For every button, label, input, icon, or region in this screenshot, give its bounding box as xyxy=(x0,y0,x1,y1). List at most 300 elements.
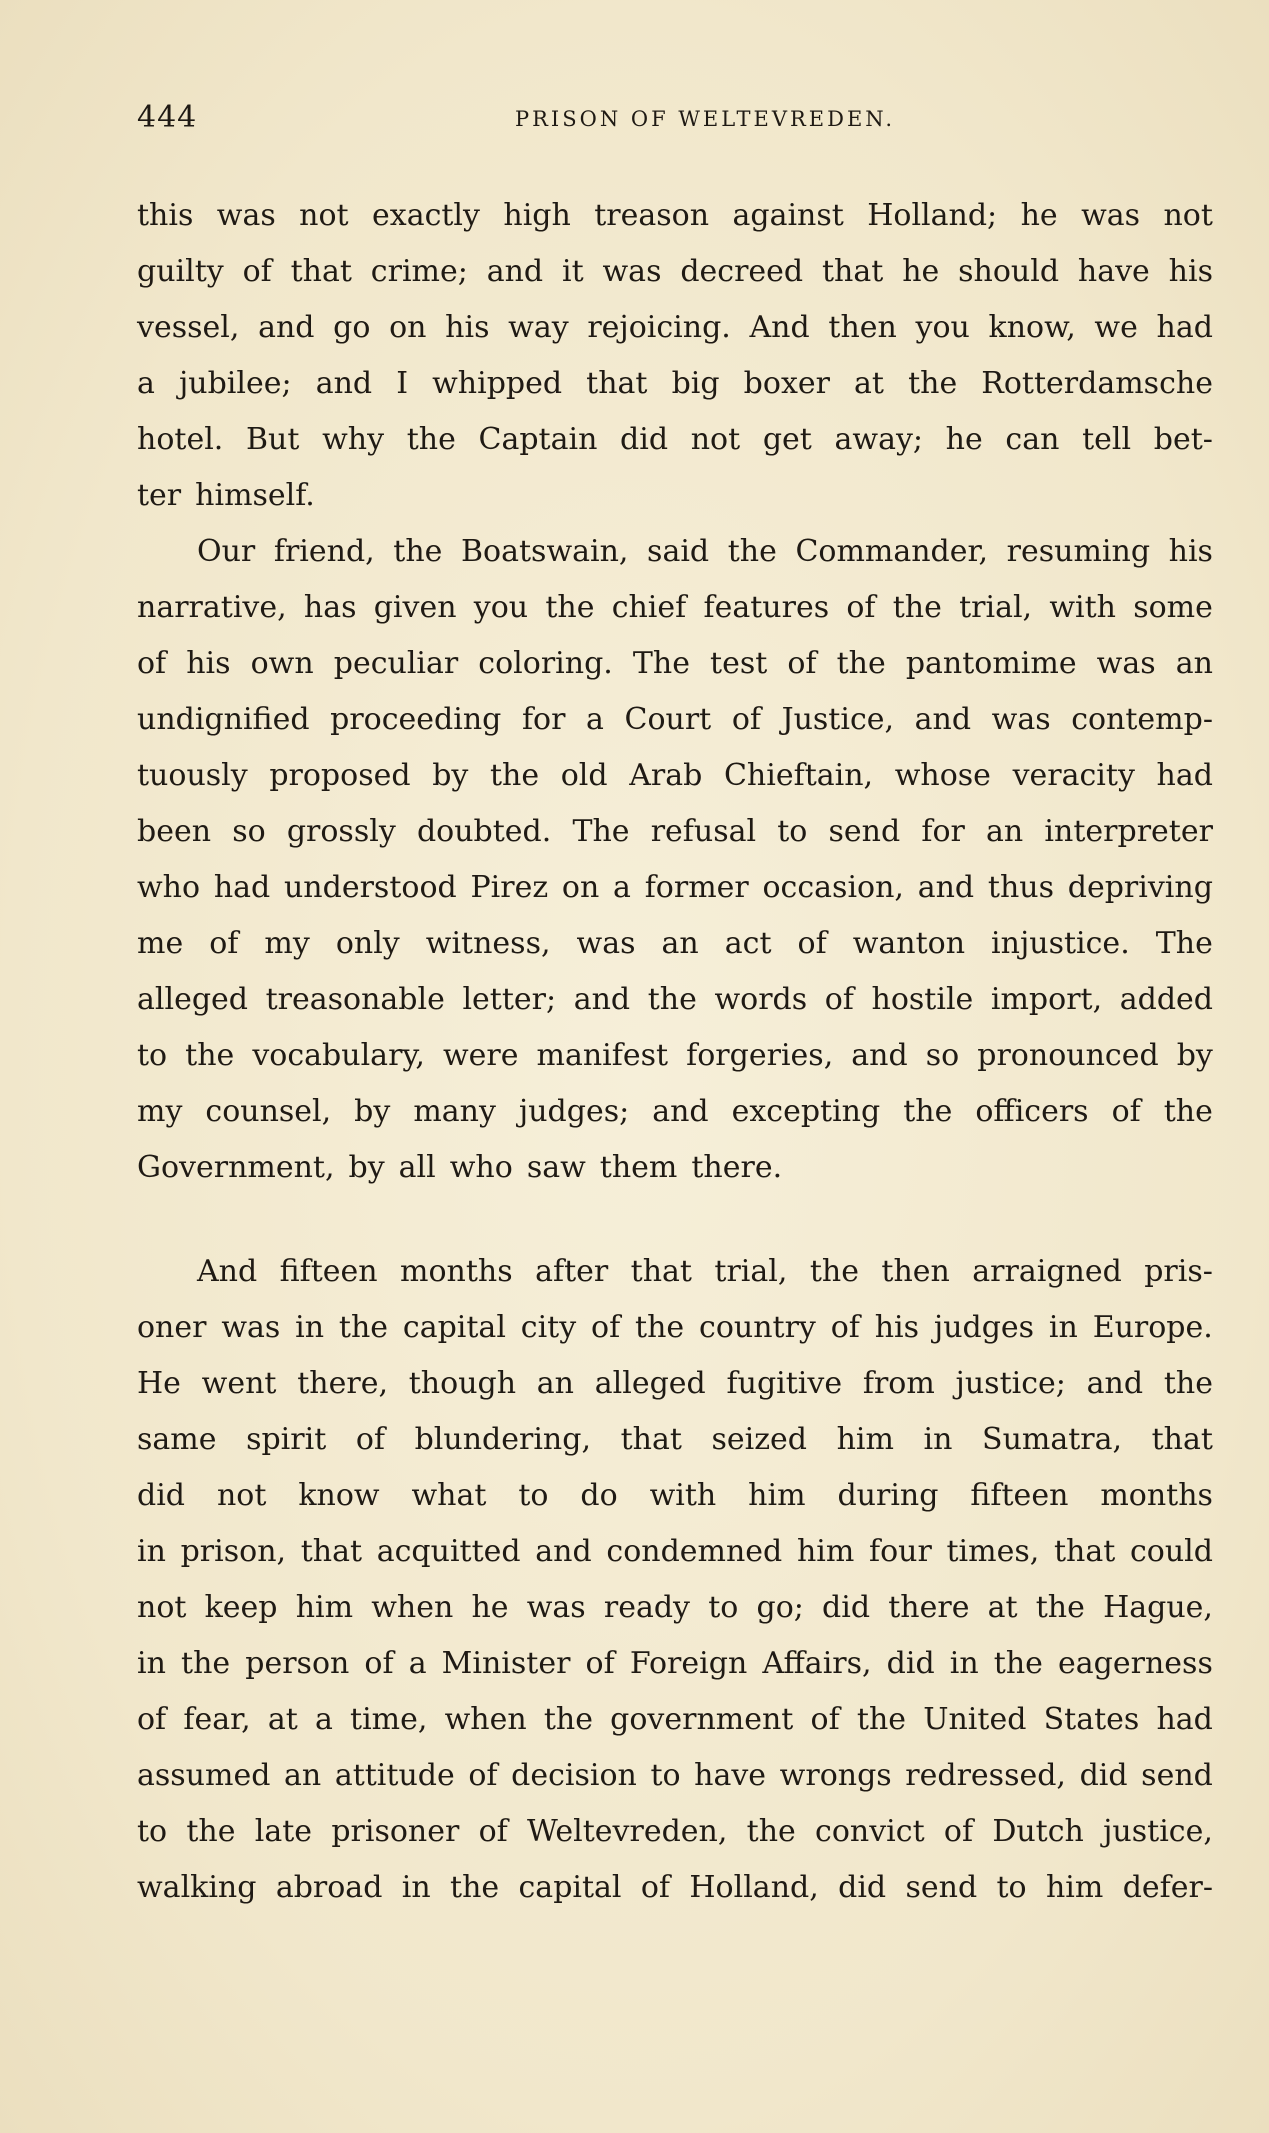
word: go; xyxy=(756,1590,804,1625)
word: forgeries, xyxy=(686,1038,834,1073)
word: wanton xyxy=(852,926,966,961)
word: jubilee; xyxy=(178,366,292,401)
word: in xyxy=(137,1646,166,1681)
word: the xyxy=(892,590,942,625)
word: acquitted xyxy=(376,1534,521,1569)
word: Weltevreden, xyxy=(527,1814,728,1849)
text-line xyxy=(137,916,1213,972)
word: refusal xyxy=(650,814,757,849)
word: old xyxy=(560,758,608,793)
word: person xyxy=(245,1646,350,1681)
word: on xyxy=(561,870,600,905)
word: Sumatra, xyxy=(982,1422,1123,1457)
text-line xyxy=(137,356,1213,412)
word: with xyxy=(649,1478,717,1513)
word: him xyxy=(1045,1870,1104,1905)
word: them xyxy=(599,1150,678,1185)
page-number: 444 xyxy=(137,100,198,135)
word: occasion, xyxy=(762,870,904,905)
word: pronounced xyxy=(977,1038,1159,1073)
word: months xyxy=(400,1254,513,1289)
word: the xyxy=(543,1702,593,1737)
text-line xyxy=(137,1636,1213,1692)
word: hotel. xyxy=(137,422,224,457)
word: proceeding xyxy=(330,702,502,737)
word: features xyxy=(703,590,830,625)
word: justice; xyxy=(955,1366,1066,1401)
word: during xyxy=(837,1478,939,1513)
word: trial, xyxy=(714,1254,788,1289)
word: Captain xyxy=(478,422,598,457)
word: treasonable xyxy=(265,982,445,1017)
text-line xyxy=(137,300,1213,356)
word: the xyxy=(181,1646,231,1681)
word: when xyxy=(444,1702,527,1737)
word: of xyxy=(830,1310,860,1345)
word: Government, xyxy=(137,1150,335,1185)
text-line xyxy=(137,860,1213,916)
word: of xyxy=(355,1422,385,1457)
word: redressed, xyxy=(905,1758,1066,1793)
word: when xyxy=(371,1590,454,1625)
word: same xyxy=(137,1422,217,1457)
text-line xyxy=(137,1412,1213,1468)
word: justice, xyxy=(1103,1814,1213,1849)
word: there xyxy=(888,1590,970,1625)
word: resuming xyxy=(1006,534,1151,569)
word: this xyxy=(137,198,194,233)
word: guilty xyxy=(137,254,224,289)
word: by xyxy=(348,1150,385,1185)
page-header xyxy=(137,100,1213,140)
word: He xyxy=(137,1366,181,1401)
word: country xyxy=(699,1310,816,1345)
text-line xyxy=(137,692,1213,748)
word: the xyxy=(545,590,595,625)
word: to xyxy=(137,1038,168,1073)
text-line xyxy=(137,1748,1213,1804)
word: what xyxy=(411,1478,487,1513)
word: his xyxy=(1168,534,1213,569)
word: officers xyxy=(975,1094,1089,1129)
word: injustice. xyxy=(991,926,1130,961)
word: thus xyxy=(987,870,1054,905)
word: by xyxy=(1176,1038,1213,1073)
word: added xyxy=(1119,982,1213,1017)
word: interpreter xyxy=(1044,814,1213,849)
word: of xyxy=(640,1870,671,1905)
word: given xyxy=(373,590,457,625)
word: so xyxy=(232,814,266,849)
word: judges; xyxy=(518,1094,630,1129)
word: the xyxy=(727,534,777,569)
word: friend, xyxy=(273,534,375,569)
word: the xyxy=(856,1702,907,1737)
word: for xyxy=(921,814,965,849)
text-block-upper xyxy=(137,188,1213,1196)
word: not xyxy=(1163,198,1213,233)
word: was xyxy=(216,198,276,233)
word: many xyxy=(413,1094,496,1129)
text-line xyxy=(137,1692,1213,1748)
word: had xyxy=(213,870,271,905)
word: at xyxy=(987,1590,1018,1625)
word: oner xyxy=(137,1310,207,1345)
word: did xyxy=(838,1870,887,1905)
word: and xyxy=(917,870,975,905)
word: the xyxy=(746,1814,796,1849)
word: against xyxy=(732,198,844,233)
word: ready xyxy=(603,1590,691,1625)
text-line xyxy=(137,972,1213,1028)
word: States xyxy=(1043,1702,1140,1737)
word: did xyxy=(1079,1758,1128,1793)
word: narrative, xyxy=(137,590,287,625)
word: undignified xyxy=(137,702,310,737)
word: send xyxy=(1141,1758,1213,1793)
word: pantomime xyxy=(905,646,1077,681)
word: government xyxy=(610,1702,794,1737)
word: there, xyxy=(297,1366,388,1401)
word: he xyxy=(471,1590,509,1625)
word: that xyxy=(586,366,648,401)
word: and xyxy=(851,1038,908,1073)
word: to xyxy=(708,1590,739,1625)
word: been xyxy=(137,814,212,849)
word: Affairs, xyxy=(762,1646,872,1681)
word: a xyxy=(137,366,155,401)
word: whose xyxy=(894,758,991,793)
word: know, xyxy=(988,310,1076,345)
word: at xyxy=(854,366,884,401)
word: was xyxy=(602,254,662,289)
word: in xyxy=(1048,1310,1078,1345)
word: Holland; xyxy=(867,198,998,233)
word: of xyxy=(810,1702,840,1737)
word: coloring. xyxy=(478,646,613,681)
word: not xyxy=(216,1478,267,1513)
word: the xyxy=(1163,1366,1213,1401)
word: vessel, xyxy=(137,310,240,345)
word: pris- xyxy=(1144,1254,1213,1289)
word: that xyxy=(630,1254,692,1289)
word: the xyxy=(903,1094,953,1129)
word: And xyxy=(197,1254,258,1289)
word: way xyxy=(508,310,569,345)
word: have xyxy=(1077,254,1150,289)
word: to xyxy=(777,814,808,849)
word: get xyxy=(762,422,812,457)
word: went xyxy=(201,1366,277,1401)
text-line xyxy=(137,1524,1213,1580)
text-line xyxy=(137,188,1213,244)
word: was xyxy=(526,1590,586,1625)
word: four xyxy=(868,1534,932,1569)
word: the xyxy=(836,646,886,681)
word: had xyxy=(1156,1702,1213,1737)
word: and xyxy=(258,310,315,345)
word: and xyxy=(1086,1366,1144,1401)
word: why xyxy=(322,422,385,457)
word: capital xyxy=(402,1310,506,1345)
word: wrongs xyxy=(779,1758,892,1793)
word: tell xyxy=(1082,422,1132,457)
word: a xyxy=(613,870,631,905)
word: did xyxy=(137,1478,186,1513)
word: did xyxy=(886,1646,935,1681)
word: on xyxy=(389,310,427,345)
word: was xyxy=(1096,646,1156,681)
word: counsel, xyxy=(205,1094,332,1129)
word: Chieftain, xyxy=(723,758,874,793)
word: Our xyxy=(197,534,256,569)
word: was xyxy=(991,702,1051,737)
word: go xyxy=(333,310,371,345)
word: The xyxy=(1155,926,1213,961)
word: exactly xyxy=(372,198,480,233)
word: not xyxy=(299,198,349,233)
word: of xyxy=(787,646,817,681)
word: doubted. xyxy=(416,814,552,849)
word: walking xyxy=(137,1870,257,1905)
word: time, xyxy=(350,1702,428,1737)
running-title: PRISON OF WELTEVREDEN. xyxy=(514,107,895,131)
word: not xyxy=(690,422,741,457)
text-line xyxy=(137,1804,1213,1860)
word: after xyxy=(535,1254,609,1289)
word: said xyxy=(647,534,710,569)
word: And xyxy=(749,310,810,345)
word: by xyxy=(432,758,469,793)
word: and xyxy=(652,1094,709,1129)
word: capital xyxy=(518,1870,622,1905)
word: Pirez xyxy=(470,870,549,905)
word: test xyxy=(710,646,768,681)
word: letter; xyxy=(462,982,557,1017)
word: of xyxy=(137,646,167,681)
word: only xyxy=(335,926,400,961)
word: peculiar xyxy=(333,646,459,681)
word: trial, xyxy=(959,590,1033,625)
word: fear, xyxy=(183,1702,251,1737)
word: Minister xyxy=(441,1646,571,1681)
word: of xyxy=(468,1758,498,1793)
word: him xyxy=(295,1590,354,1625)
word: the xyxy=(450,1870,500,1905)
word: the xyxy=(185,1038,235,1073)
word: the xyxy=(338,1310,389,1345)
word: But xyxy=(245,422,300,457)
word: an xyxy=(536,1366,575,1401)
word: arraigned xyxy=(972,1254,1122,1289)
text-line xyxy=(137,244,1213,300)
word: has xyxy=(303,590,357,625)
word: had xyxy=(1156,758,1213,793)
word: prisoner xyxy=(331,1814,460,1849)
word: excepting xyxy=(731,1094,881,1129)
word: his xyxy=(874,1310,920,1345)
word: assumed xyxy=(137,1758,271,1793)
word: did xyxy=(822,1590,871,1625)
word: veracity xyxy=(1012,758,1135,793)
word: judges xyxy=(933,1310,1035,1345)
word: in xyxy=(923,1422,953,1457)
word: defer- xyxy=(1122,1870,1213,1905)
word: could xyxy=(1129,1534,1213,1569)
text-line xyxy=(137,524,1213,580)
word: you xyxy=(915,310,970,345)
word: was xyxy=(576,926,636,961)
word: of xyxy=(242,254,272,289)
word: not xyxy=(137,1590,187,1625)
word: alleged xyxy=(594,1366,706,1401)
word: the xyxy=(635,1310,685,1345)
word: a xyxy=(586,702,604,737)
text-line xyxy=(137,1244,1213,1300)
word: in xyxy=(401,1870,431,1905)
word: Commander, xyxy=(795,534,989,569)
word: my xyxy=(264,926,310,961)
word: that xyxy=(300,1534,363,1569)
text-line xyxy=(137,748,1213,804)
word: that xyxy=(1151,1422,1213,1457)
word: rejoicing. xyxy=(587,310,731,345)
word: Court xyxy=(624,702,712,737)
word: were xyxy=(442,1038,519,1073)
word: in xyxy=(137,1534,166,1569)
word: decision xyxy=(511,1758,637,1793)
word: of xyxy=(846,590,876,625)
word: of xyxy=(478,1814,508,1849)
word: decreed xyxy=(680,254,804,289)
word: the xyxy=(647,982,697,1017)
word: The xyxy=(632,646,690,681)
text-line xyxy=(137,412,1213,468)
word: the xyxy=(489,758,540,793)
word: Holland, xyxy=(689,1870,819,1905)
word: send xyxy=(905,1870,978,1905)
text-line xyxy=(137,580,1213,636)
word: of xyxy=(137,1702,167,1737)
paragraph xyxy=(137,1244,1213,1916)
word: condemned xyxy=(606,1534,783,1569)
word: former xyxy=(644,870,749,905)
word: own xyxy=(250,646,314,681)
word: he xyxy=(945,422,983,457)
text-line xyxy=(137,1084,1213,1140)
word: at xyxy=(267,1702,298,1737)
word: fifteen xyxy=(970,1478,1069,1513)
word: abroad xyxy=(275,1870,383,1905)
word: Arab xyxy=(629,758,703,793)
word: an xyxy=(284,1758,322,1793)
word: spirit xyxy=(246,1422,327,1457)
word: he xyxy=(1020,198,1058,233)
word: the xyxy=(406,422,456,457)
word: with xyxy=(1049,590,1116,625)
word: to xyxy=(137,1814,168,1849)
word: him xyxy=(796,1534,855,1569)
word: the xyxy=(186,1814,236,1849)
word: of xyxy=(585,1646,615,1681)
word: himself. xyxy=(195,478,315,513)
word: my xyxy=(137,1094,183,1129)
word: Rotterdamsche xyxy=(981,366,1213,401)
word: so xyxy=(925,1038,960,1073)
word: an xyxy=(1175,646,1213,681)
word: prison, xyxy=(180,1534,287,1569)
word: did xyxy=(620,422,669,457)
paragraph xyxy=(137,524,1213,1196)
word: understood xyxy=(283,870,457,905)
word: the xyxy=(908,366,958,401)
text-line xyxy=(137,1028,1213,1084)
word: eagerness xyxy=(1058,1646,1213,1681)
word: of xyxy=(943,1814,974,1849)
word: and xyxy=(573,982,631,1017)
word: months xyxy=(1100,1478,1213,1513)
text-line xyxy=(137,1140,1213,1196)
word: convict xyxy=(815,1814,925,1849)
word: Hague, xyxy=(1103,1590,1213,1625)
word: in xyxy=(295,1310,325,1345)
word: for xyxy=(521,702,566,737)
word: to xyxy=(518,1478,549,1513)
word: me xyxy=(137,926,184,961)
word: a xyxy=(314,1702,333,1737)
word: send xyxy=(828,814,901,849)
text-line xyxy=(137,636,1213,692)
word: was xyxy=(1081,198,1141,233)
word: that xyxy=(1053,1534,1116,1569)
word: we xyxy=(1094,310,1138,345)
word: the xyxy=(809,1254,859,1289)
word: there. xyxy=(691,1150,783,1185)
word: his xyxy=(445,310,490,345)
word: grossly xyxy=(286,814,396,849)
word: Europe. xyxy=(1092,1310,1213,1345)
word: an xyxy=(661,926,699,961)
text-line xyxy=(137,1580,1213,1636)
text-line xyxy=(137,1300,1213,1356)
word: fifteen xyxy=(279,1254,378,1289)
word: of xyxy=(1111,1094,1141,1129)
word: who xyxy=(449,1150,513,1185)
word: some xyxy=(1133,590,1213,625)
word: from xyxy=(862,1366,935,1401)
text-line xyxy=(137,1468,1213,1524)
word: have xyxy=(694,1758,767,1793)
word: and xyxy=(486,254,544,289)
word: it xyxy=(561,254,584,289)
word: tuously xyxy=(137,758,248,793)
word: attitude xyxy=(334,1758,455,1793)
word: an xyxy=(986,814,1024,849)
word: import, xyxy=(990,982,1103,1017)
word: then xyxy=(881,1254,950,1289)
word: boxer xyxy=(743,366,830,401)
word: fugitive xyxy=(726,1366,843,1401)
word: and xyxy=(535,1534,592,1569)
word: to xyxy=(650,1758,681,1793)
word: of xyxy=(797,926,827,961)
word: blundering, xyxy=(414,1422,591,1457)
word: crime; xyxy=(370,254,468,289)
word: hostile xyxy=(871,982,974,1017)
word: who xyxy=(137,870,201,905)
text-line xyxy=(137,804,1213,860)
word: can xyxy=(1005,422,1060,457)
